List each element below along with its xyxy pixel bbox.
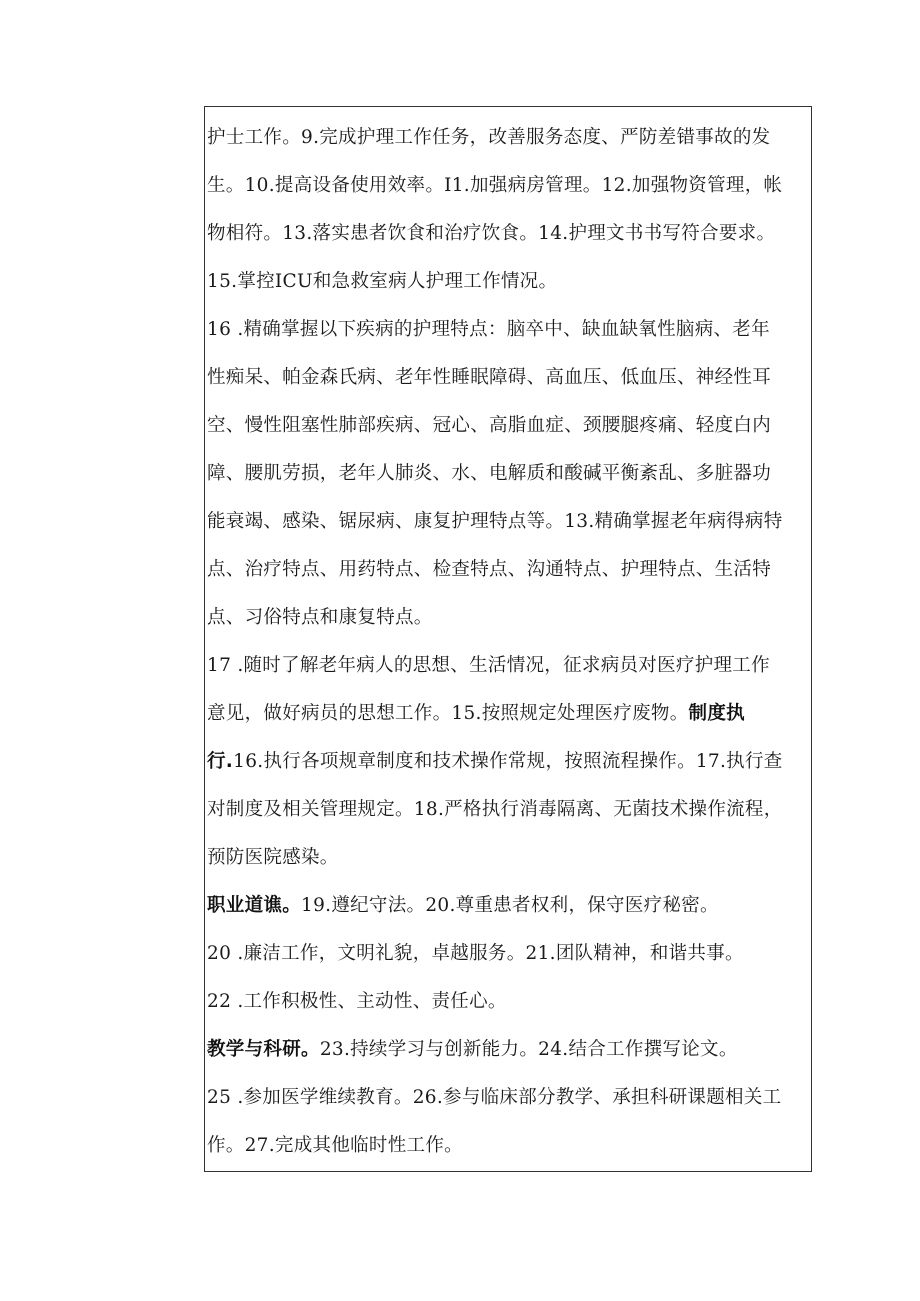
- text-segment: 20 .廉洁工作，文明礼貌，卓越服务。21.团队精神，和谐共事。: [207, 943, 744, 964]
- text-line: [207, 1133, 463, 1159]
- text-line: [207, 317, 770, 343]
- text-segment: 15.掌控ICU和急救室病人护理工作情况。: [207, 271, 558, 292]
- text-segment: 19.遵纪守法。20.尊重患者权利，保守医疗秘密。: [301, 895, 719, 916]
- text-line: [207, 1085, 781, 1111]
- text-segment: 能衰竭、感染、锯尿病、康复护理特点等。13.精确掌握老年病得病特: [207, 511, 783, 532]
- text-segment: 障、腰肌劳损，老年人肺炎、水、电解质和酸碱平衡紊乱、多脏器功: [207, 463, 772, 484]
- text-segment: 物相符。13.落实患者饮食和治疗饮食。14.护理文书书写符合要求。: [207, 223, 776, 244]
- text-line: [207, 701, 745, 727]
- text-line: [207, 989, 507, 1015]
- text-line: [207, 365, 771, 391]
- text-line: [207, 413, 771, 439]
- text-segment: 点、治疗特点、用药特点、检查特点、沟通特点、护理特点、生活特: [207, 559, 772, 580]
- text-segment: 性痴呆、帕金森氏病、老年性睡眠障碍、高血压、低血压、神经性耳: [207, 367, 772, 388]
- text-segment: 点、习俗特点和康复特点。: [207, 607, 433, 628]
- section-heading: 职业道谯。: [207, 895, 302, 916]
- text-line: [207, 845, 339, 871]
- text-segment: 护士工作。9.完成护理工作任务，改善服务态度、严防差错事故的发: [207, 127, 771, 148]
- text-line: [207, 797, 783, 823]
- text-segment: 16 .精确掌握以下疾病的护理特点：脑卒中、缺血缺氧性脑病、老年: [207, 319, 770, 340]
- text-line: [207, 173, 782, 199]
- text-line: [207, 461, 771, 487]
- text-line: [207, 605, 433, 631]
- text-segment: 作。27.完成其他临时性工作。: [207, 1135, 463, 1156]
- section-heading: 教学与科研。: [207, 1039, 320, 1060]
- text-line: [207, 557, 771, 583]
- text-segment: 生。10.提高设备使用效率。I1.加强病房管理。12.加强物资管理，帐: [207, 175, 783, 196]
- text-segment: 对制度及相关管理规定。18.严格执行消毒隔离、无菌技术操作流程，: [207, 799, 783, 820]
- text-line: [207, 509, 783, 535]
- text-line: [207, 221, 775, 247]
- text-segment: 预防医院感染。: [207, 847, 339, 868]
- text-line: [207, 893, 719, 919]
- text-line: [207, 1037, 738, 1063]
- text-segment: 意见，做好病员的思想工作。15.按照规定处理医疗废物。: [207, 703, 689, 724]
- text-segment: 25 .参加医学维续教育。26.参与临床部分教学、承担科研课题相关工: [207, 1087, 782, 1108]
- text-line: [207, 269, 557, 295]
- text-line: [207, 941, 744, 967]
- text-segment: 17 .随时了解老年病人的思想、生活情况，征求病员对医疗护理工作: [207, 655, 770, 676]
- text-segment: 23.持续学习与创新能力。24.结合工作撰写论文。: [319, 1039, 738, 1060]
- text-line: [207, 653, 770, 679]
- section-heading: 行.: [207, 751, 234, 772]
- section-heading: 制度执: [688, 703, 745, 724]
- text-line: [207, 125, 770, 151]
- text-line: [207, 749, 783, 775]
- text-segment: 空、慢性阻塞性肺部疾病、冠心、高脂血症、颈腰腿疼痛、轻度白内: [207, 415, 772, 436]
- text-segment: 16.执行各项规章制度和技术操作常规，按照流程操作。17.执行查: [233, 751, 783, 772]
- text-segment: 22 .工作积极性、主动性、责任心。: [207, 991, 507, 1012]
